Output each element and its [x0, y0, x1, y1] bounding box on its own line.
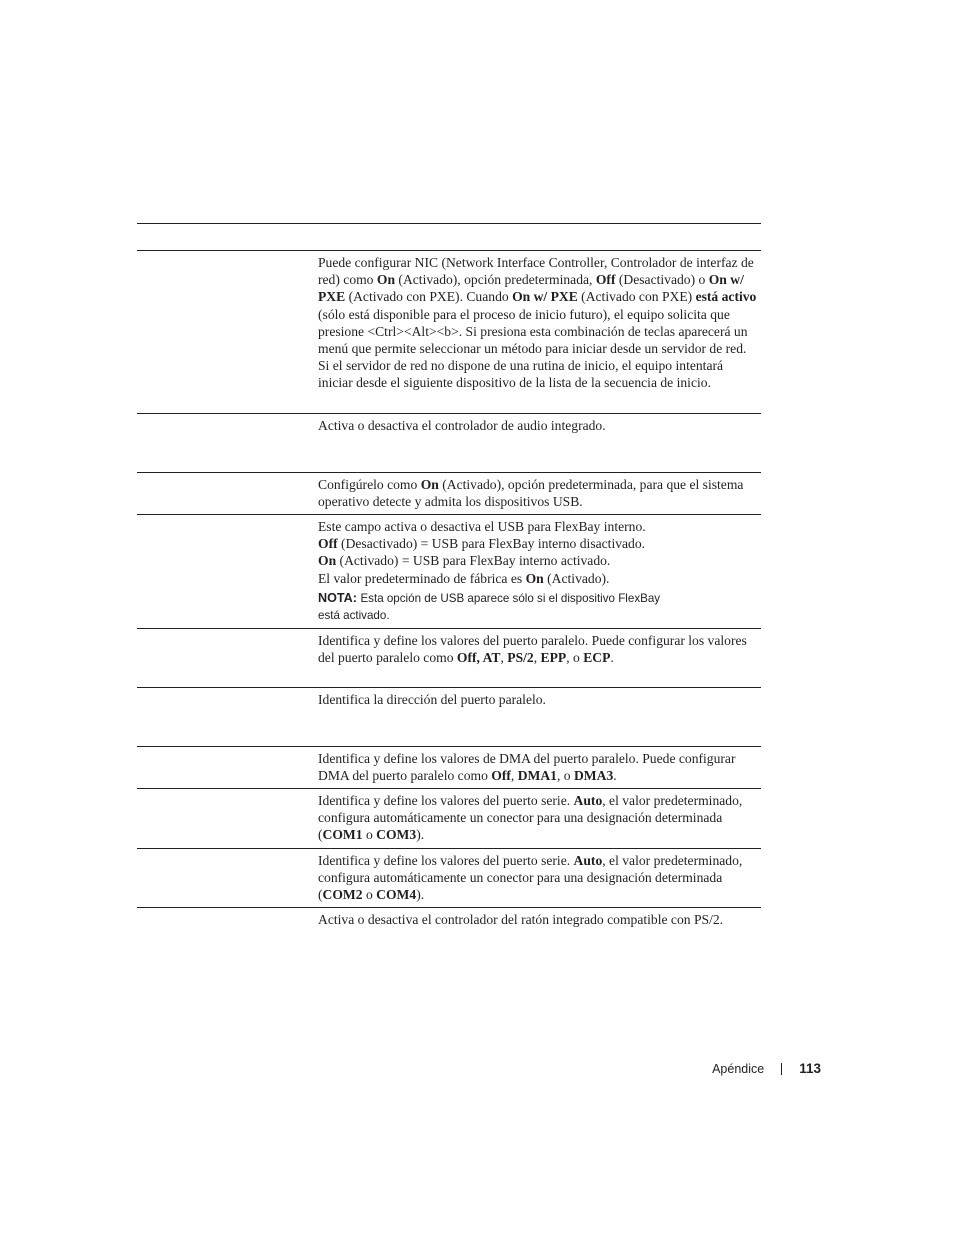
bold-value: Off [595, 272, 616, 288]
text-run: (Activado con PXE) [577, 289, 696, 305]
footer-separator [781, 1063, 782, 1075]
bold-value: Off [491, 768, 511, 784]
note-block [318, 590, 757, 624]
description-paragraph [318, 792, 757, 844]
table-row [137, 849, 761, 908]
text-run: Este campo activa o desactiva el USB para FlexBay interno. [318, 519, 646, 534]
text-run: (Activado), opción predeterminada, [395, 272, 596, 288]
bold-value: Auto [573, 853, 603, 868]
text-run: Identifica y define los valores del puerto paralelo. Puede configurar los valores del puerto paralelo como [318, 633, 747, 666]
text-run: ). [416, 887, 425, 903]
description-paragraph [318, 552, 757, 569]
text-run: , o [566, 650, 584, 666]
page-number: 113 [799, 1061, 821, 1076]
text-run: , o [556, 768, 574, 784]
bold-value: On [420, 477, 439, 492]
table-row [137, 688, 761, 747]
bold-value: COM1 [322, 827, 363, 843]
bold-value: DMA3 [573, 768, 614, 784]
text-run: (Desactivado) = USB para FlexBay interno disactivado. [337, 536, 646, 552]
table-row [137, 251, 761, 414]
table-row [137, 414, 761, 473]
setting-description-cell [318, 473, 761, 510]
text-run: Activa o desactiva el controlador del ratón integrado compatible con PS/2. [318, 912, 724, 927]
text-run: (Activado con PXE). Cuando [345, 289, 513, 305]
setting-description-cell [318, 849, 761, 904]
text-run: Identifica y define los valores del puerto serie. [318, 793, 574, 808]
description-paragraph [318, 518, 757, 535]
description-paragraph [318, 632, 757, 666]
text-run: . [610, 650, 614, 666]
table-row [137, 908, 761, 948]
table-row [137, 473, 761, 515]
table-row [137, 515, 761, 629]
bold-value: COM4 [376, 887, 417, 903]
text-run: , el valor predeterminado, configura automáticamente un conector para una designación determinada ( [318, 853, 743, 903]
text-run: (sólo está disponible para el proceso de inicio futuro), el equipo solicita que presione <Ctrl><Alt><b>. Si presiona esta combinación de teclas aparecerá un menú que permite seleccionar un método para iniciar desde un servidor de red. Si el servidor de red no dispone de una rutina de inicio, el equipo intentará iniciar desde el siguiente dispositivo de la lista de la secuencia de inicio. [318, 306, 748, 391]
bold-value: Off, AT [456, 650, 501, 666]
note-text: está activado. [318, 608, 390, 622]
bold-value: On [525, 570, 544, 586]
text-run: (Desactivado) o [615, 272, 709, 288]
table-body [137, 251, 761, 948]
text-run: , [510, 768, 518, 784]
bold-value: está activo [695, 289, 757, 305]
text-run: (Activado). [543, 570, 610, 586]
text-run: Identifica y define los valores de DMA del puerto paralelo. Puede configurar DMA del puerto paralelo como [318, 751, 736, 784]
setting-description-cell [318, 789, 761, 844]
text-run: . [613, 768, 617, 784]
setting-description-cell [318, 414, 761, 434]
text-run: , [533, 650, 541, 666]
setting-description-cell [318, 688, 761, 708]
description-paragraph [318, 691, 757, 708]
settings-table [137, 223, 761, 948]
bold-value: On [376, 272, 396, 288]
table-row [137, 629, 761, 688]
description-paragraph [318, 911, 757, 928]
table-header-row [137, 224, 761, 251]
text-run: o [362, 827, 377, 843]
bold-value: On [318, 553, 337, 569]
bold-value: EPP [540, 650, 567, 666]
text-run: , [500, 650, 508, 666]
page-footer [712, 1061, 821, 1076]
text-run: (Activado) = USB para FlexBay interno activado. [336, 553, 611, 569]
text-run: Identifica la dirección del puerto paralelo. [318, 692, 546, 707]
text-run: Activa o desactiva el controlador de audio integrado. [318, 418, 606, 433]
setting-description-cell [318, 747, 761, 784]
bold-value: On w/ PXE [318, 272, 744, 305]
text-run: El valor predeterminado de fábrica es [318, 570, 526, 586]
bold-value: Off [318, 536, 338, 552]
bold-value: ECP [583, 650, 611, 666]
description-paragraph [318, 476, 757, 510]
bold-value: DMA1 [517, 768, 557, 784]
description-paragraph [318, 852, 757, 904]
description-paragraph [318, 750, 757, 784]
bold-value: On w/ PXE [512, 289, 578, 305]
text-run: Puede configurar NIC (Network Interface Controller, Controlador de interfaz de red) como [318, 255, 754, 288]
description-paragraph [318, 254, 757, 392]
text-run: ). [416, 827, 425, 843]
setting-description-cell [318, 629, 761, 666]
note-text: Esta opción de USB aparece sólo si el dispositivo FlexBay [360, 591, 661, 605]
description-paragraph [318, 570, 757, 587]
bold-value: Auto [573, 793, 603, 808]
description-paragraph [318, 417, 757, 434]
text-run: Identifica y define los valores del puerto serie. [318, 853, 574, 868]
setting-description-cell [318, 251, 761, 392]
footer-section-label: Apéndice [712, 1061, 765, 1076]
text-run: Configúrelo como [318, 477, 421, 492]
bold-value: COM2 [322, 887, 363, 903]
text-run: o [362, 887, 377, 903]
table-row [137, 789, 761, 849]
bold-value: PS/2 [507, 650, 534, 666]
bold-value: COM3 [376, 827, 417, 843]
setting-description-cell [318, 908, 761, 928]
note-label: NOTA: [318, 590, 361, 605]
table-row [137, 747, 761, 789]
text-run: , el valor predeterminado, configura automáticamente un conector para una designación determinada ( [318, 793, 743, 843]
text-run: (Activado), opción predeterminada, para que el sistema operativo detecte y admita los dispositivos USB. [318, 477, 744, 510]
setting-description-cell [318, 515, 761, 624]
description-paragraph [318, 535, 757, 552]
